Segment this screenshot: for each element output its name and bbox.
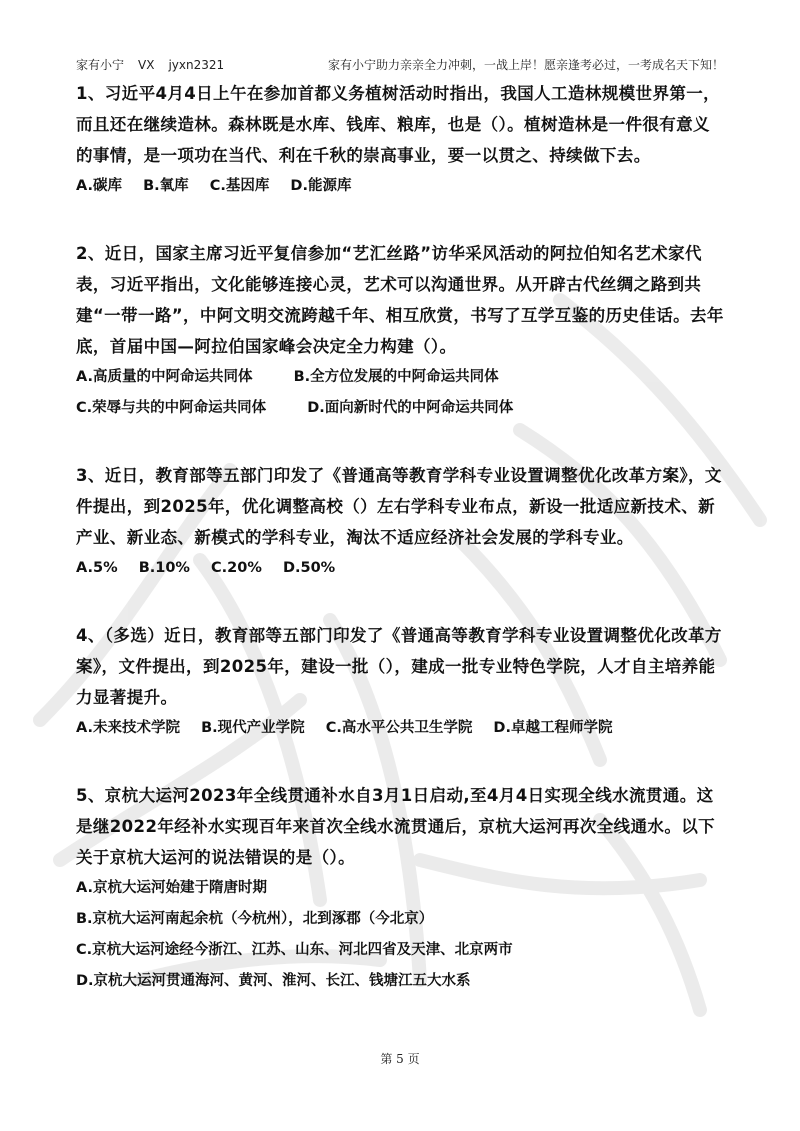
option-b: B.现代产业学院 xyxy=(201,720,305,736)
option-c: C.基因库 xyxy=(209,178,270,194)
option-a: A.碳库 xyxy=(76,178,122,194)
header-author: 家有小宁 xyxy=(76,58,125,72)
page-number: 第 5 页 xyxy=(380,1052,420,1066)
option-b: B.全方位发展的中阿命运共同体 xyxy=(293,369,499,385)
question-stem: 5、京杭大运河2023年全线贯通补水自3月1日启动,至4月4日实现全线水流贯通。这是继2022年经补水实现百年来首次全线水流贯通后，京杭大运河再次全线通水。以下关于京杭大运河的说法错误的是（）。 xyxy=(76,786,716,867)
question-stem: 4、（多选）近日，教育部等五部门印发了《普通高等教育学科专业设置调整优化改革方案》，文件提出，到2025年，建设一批（），建成一批专业特色学院，人才自主培养能力显著提升。 xyxy=(76,626,722,707)
question-5 xyxy=(76,780,726,997)
page-header xyxy=(76,56,724,76)
option-a: A.京杭大运河始建于隋唐时期 xyxy=(76,880,267,896)
option-b: B.京杭大运河南起余杭（今杭州），北到涿郡（今北京） xyxy=(76,911,434,927)
question-3 xyxy=(76,460,726,584)
question-options xyxy=(76,553,726,584)
question-stem: 1、习近平4月4日上午在参加首都义务植树活动时指出，我国人工造林规模世界第一，而且还在继续造林。森林既是水库、钱库、粮库，也是（）。植树造林是一件很有意义的事情，是一项功在当代、利在千秋的崇高事业，要一以贯之、持续做下去。 xyxy=(76,84,721,165)
question-2 xyxy=(76,238,726,424)
question-stem: 2、近日，国家主席习近平复信参加“艺汇丝路”访华采风活动的阿拉伯知名艺术家代表，习近平指出，文化能够连接心灵，艺术可以沟通世界。从开辟古代丝绸之路到共建“一带一路”，中阿文明交流跨越千年、相互欣赏，书写了互学互鉴的历史佳话。去年底，首届中国—阿拉伯国家峰会决定全力构建（）。 xyxy=(76,244,724,356)
option-c: C.京杭大运河途经今浙江、江苏、山东、河北四省及天津、北京两市 xyxy=(76,942,513,958)
header-contact xyxy=(76,56,238,73)
header-vx-id: jyxn2321 xyxy=(168,58,225,72)
header-vx-label: VX xyxy=(138,58,155,72)
option-d: D.50% xyxy=(282,560,336,576)
question-options xyxy=(76,873,726,997)
option-row xyxy=(76,362,726,393)
question-options xyxy=(76,171,726,202)
option-c: C.高水平公共卫生学院 xyxy=(325,720,473,736)
question-1 xyxy=(76,78,726,202)
option-d: D.能源库 xyxy=(290,178,352,194)
question-stem: 3、近日，教育部等五部门印发了《普通高等教育学科专业设置调整优化改革方案》，文件提出，到2025年，优化调整高校（）左右学科专业布点，新设一批适应新技术、新产业、新业态、新模式的学科专业，淘汰不适应经济社会发展的学科专业。 xyxy=(76,466,722,547)
option-d: D.卓越工程师学院 xyxy=(493,720,613,736)
option-b: B.10% xyxy=(138,560,190,576)
option-a: A.高质量的中阿命运共同体 xyxy=(76,369,253,385)
option-d: D.面向新时代的中阿命运共同体 xyxy=(307,400,514,416)
option-b: B.氧库 xyxy=(143,178,189,194)
option-d: D.京杭大运河贯通海河、黄河、淮河、长江、钱塘江五大水系 xyxy=(76,973,471,989)
question-4 xyxy=(76,620,726,744)
option-row xyxy=(76,393,726,424)
option-c: C.20% xyxy=(211,560,262,576)
question-list xyxy=(76,78,726,1033)
option-c: C.荣辱与共的中阿命运共同体 xyxy=(76,400,267,416)
question-options xyxy=(76,713,726,744)
option-a: A.5% xyxy=(76,560,118,576)
header-slogan: 家有小宁助力亲亲全力冲刺，一战上岸！愿亲逢考必过，一考成名天下知！ xyxy=(327,58,724,72)
option-a: A.未来技术学院 xyxy=(76,720,180,736)
question-options xyxy=(76,362,726,424)
